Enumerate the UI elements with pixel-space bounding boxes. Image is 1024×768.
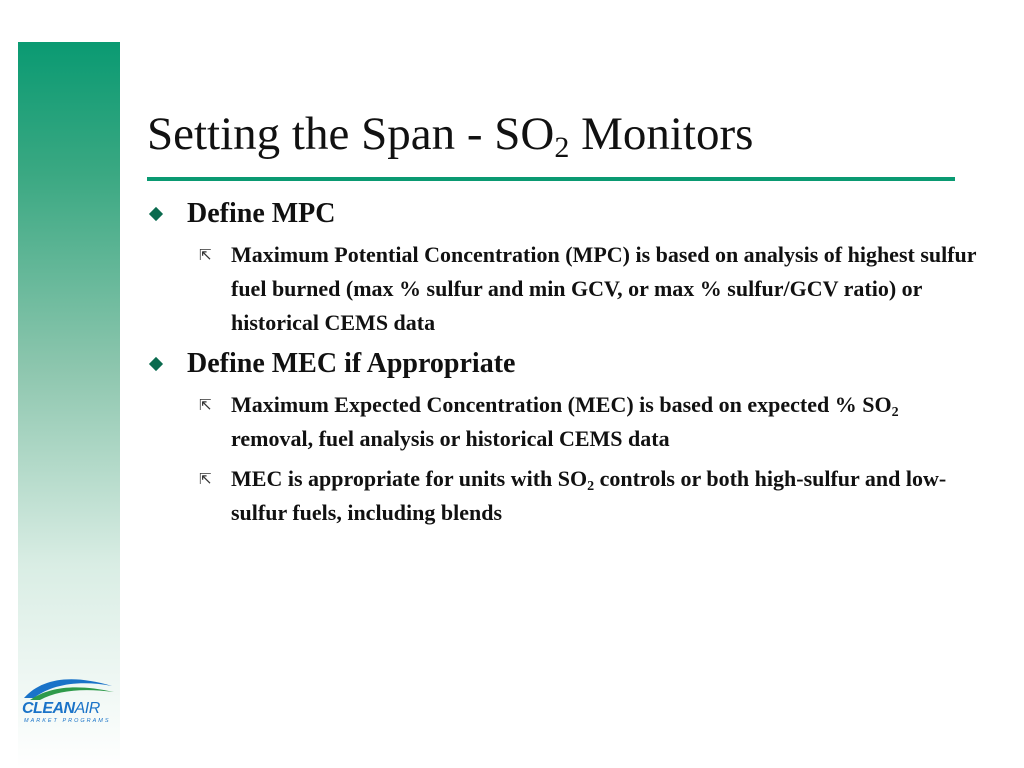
logo-word-air: AIR: [74, 700, 100, 717]
arrow-bullet-icon: ⇱: [199, 396, 212, 414]
sub-bullet-text: Maximum Potential Concentration (MPC) is based on analysis of highest sulfur fuel burned (max % sulfur and min GCV, or max % sulfur/GCV ratio) or historical CEMS data: [231, 242, 977, 335]
bullet-label: Define MPC: [187, 198, 336, 229]
logo-wordmark: [22, 700, 100, 718]
subscript: 2: [891, 405, 899, 420]
diamond-bullet-icon: [149, 357, 163, 371]
bullet-label: Define MEC if Appropriate: [187, 348, 516, 379]
sub-bullet-text-tail: controls or both high-sulfur and low-sulfur fuels, including blends: [231, 466, 947, 525]
diamond-bullet-icon: [149, 207, 163, 221]
bullet-define-mpc: [147, 196, 977, 232]
clean-air-logo: [20, 672, 116, 728]
logo-tagline: MARKET PROGRAMS: [24, 718, 111, 724]
bullet-define-mec: [147, 346, 977, 382]
logo-word-clean: CLEAN: [22, 700, 75, 717]
sub-bullet-mec-applicability: [147, 462, 977, 530]
title-underline: [147, 177, 955, 181]
title-text: Setting the Span - SO: [147, 108, 555, 160]
sub-bullet-text-tail: removal, fuel analysis or historical CEMS data: [231, 426, 670, 451]
title-tail: Monitors: [569, 108, 754, 160]
arrow-bullet-icon: ⇱: [199, 246, 212, 264]
wave-swoosh-icon: [20, 672, 116, 702]
arrow-bullet-icon: ⇱: [199, 470, 212, 488]
sub-bullet-text: Maximum Expected Concentration (MEC) is based on expected % SO: [231, 392, 892, 417]
title-subscript: 2: [554, 131, 570, 164]
side-gradient-bar: [18, 42, 120, 768]
sub-bullet-mpc-definition: [147, 238, 977, 340]
subscript: 2: [587, 479, 595, 494]
slide-title: [147, 104, 753, 164]
sub-bullet-text: MEC is appropriate for units with SO: [231, 466, 588, 491]
sub-bullet-mec-definition: [147, 388, 977, 456]
bullet-list: [147, 196, 977, 536]
